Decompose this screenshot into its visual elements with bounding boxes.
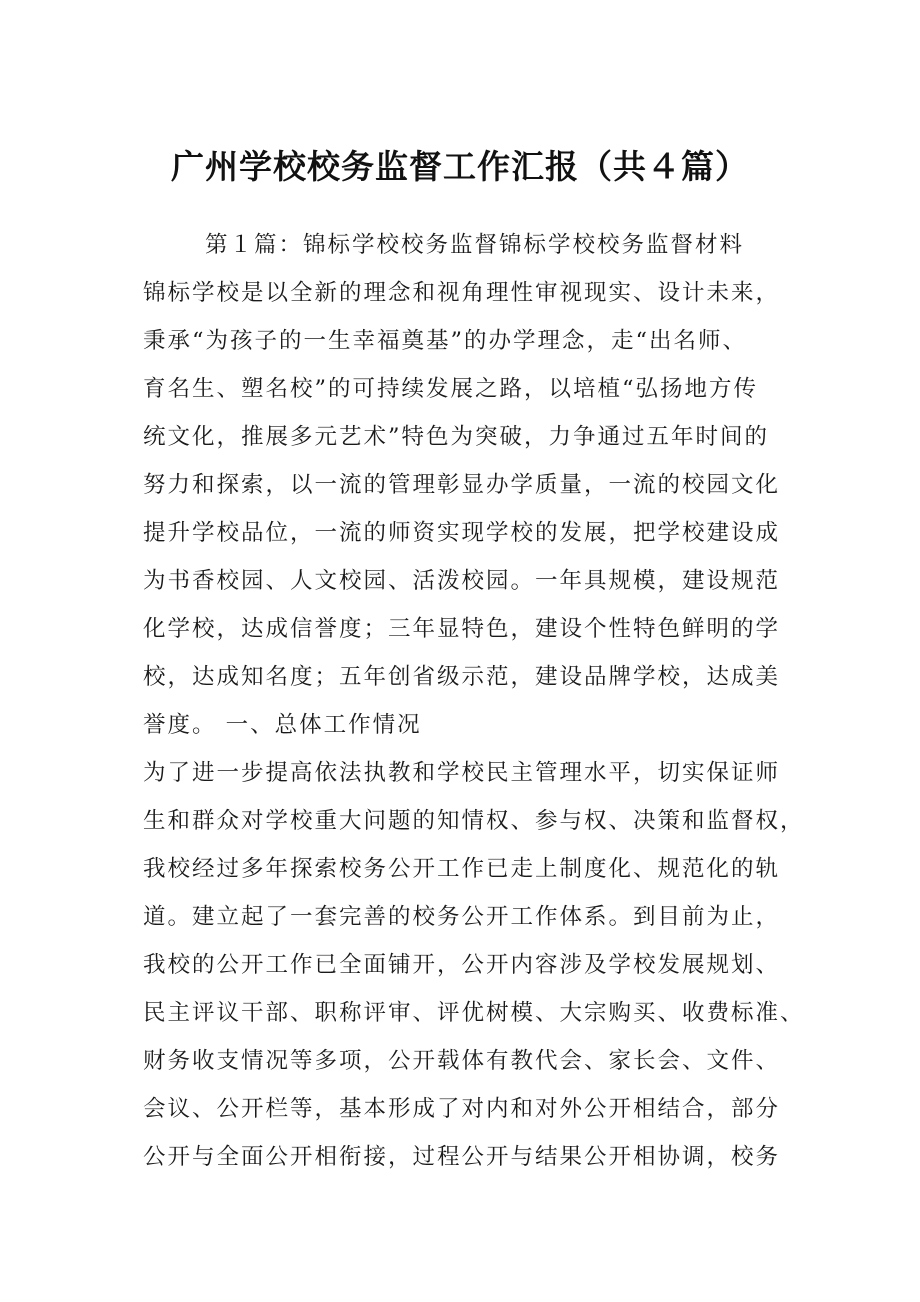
paragraph-line: 校，达成知名度；五年创省级示范，建设品牌学校，达成美	[143, 664, 781, 690]
paragraph-line: 公开与全面公开相衔接，过程公开与结果公开相协调，校务	[143, 1144, 781, 1170]
paragraph-line: 民主评议干部、职称评审、评优树模、大宗购买、收费标准、	[143, 1000, 805, 1026]
paragraph-line: 育名生、塑名校”的可持续发展之路，以培植“弘扬地方传	[143, 376, 759, 402]
paragraph-line: 生和群众对学校重大问题的知情权、参与权、决策和监督权，	[143, 808, 805, 834]
paragraph-line: 财务收支情况等多项，公开载体有教代会、家长会、文件、	[143, 1048, 781, 1074]
paragraph-line: 会议、公开栏等，基本形成了对内和对外公开相结合，部分	[143, 1096, 781, 1122]
paragraph-line: 我校的公开工作已全面铺开，公开内容涉及学校发展规划、	[143, 952, 781, 978]
paragraph-line: 化学校，达成信誉度；三年显特色，建设个性特色鲜明的学	[143, 616, 781, 642]
paragraph-line: 为了进一步提高依法执教和学校民主管理水平，切实保证师	[143, 760, 781, 786]
paragraph-line: 努力和探索，以一流的管理彰显办学质量，一流的校园文化	[143, 472, 781, 498]
paragraph-line: 我校经过多年探索校务公开工作已走上制度化、规范化的轨	[143, 856, 781, 882]
paragraph-line: 锦标学校是以全新的理念和视角理性审视现实、设计未来，	[143, 280, 781, 306]
paragraph-line: 统文化，推展多元艺术”特色为突破，力争通过五年时间的	[143, 424, 770, 450]
paragraph-line: 为书香校园、人文校园、活泼校园。一年具规模，建设规范	[143, 568, 781, 594]
document-title: 广州学校校务监督工作汇报（共４篇）	[171, 147, 749, 186]
paragraph-line: 秉承“为孩子的一生幸福奠基”的办学理念，走“出名师、	[143, 328, 748, 354]
section-heading: 第１篇：锦标学校校务监督锦标学校校务监督材料	[205, 232, 745, 258]
paragraph-line: 誉度。 一、总体工作情况	[143, 712, 422, 738]
paragraph-line: 提升学校品位，一流的师资实现学校的发展，把学校建设成	[143, 520, 781, 546]
paragraph-line: 道。建立起了一套完善的校务公开工作体系。到目前为止，	[143, 904, 781, 930]
